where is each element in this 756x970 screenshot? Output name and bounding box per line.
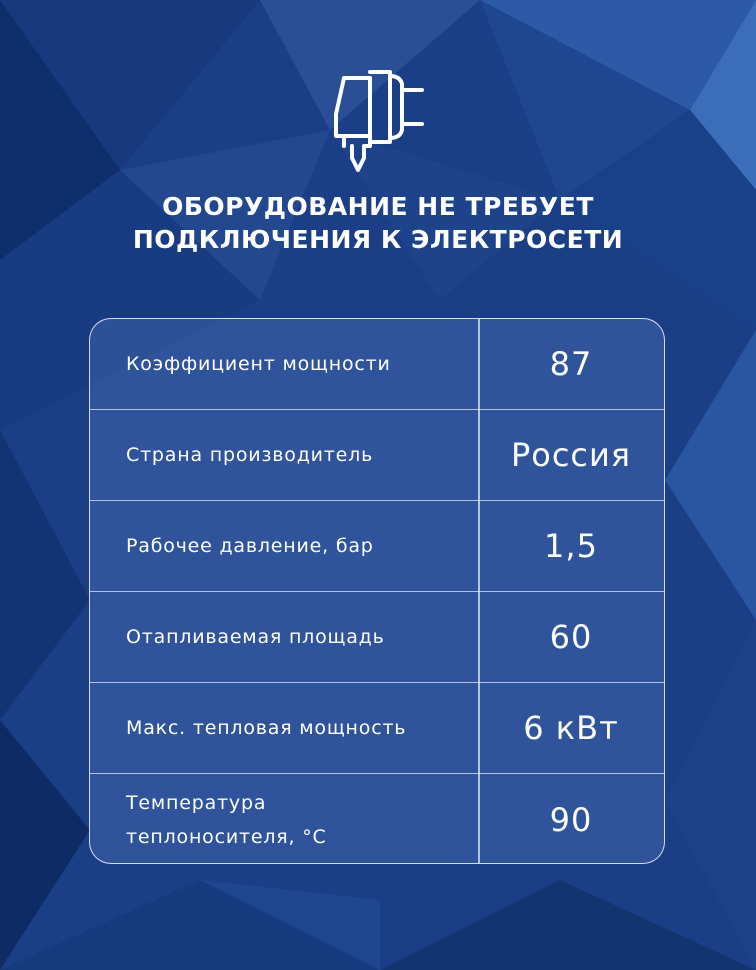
spec-value: 87 — [549, 345, 593, 383]
spec-row — [90, 410, 664, 501]
spec-label: Страна производитель — [126, 444, 374, 466]
spec-row — [90, 592, 664, 683]
spec-label: Макс. тепловая мощность — [126, 717, 407, 739]
spec-value: 6 кВт — [523, 709, 619, 747]
spec-row — [90, 774, 664, 864]
spec-table — [89, 318, 665, 864]
spec-value: 60 — [549, 618, 593, 656]
power-plug-icon — [330, 62, 426, 182]
headline-line-1: ОБОРУДОВАНИЕ НЕ ТРЕБУЕТ — [162, 192, 594, 221]
spec-label: Отапливаемая площадь — [126, 626, 385, 648]
spec-row — [90, 319, 664, 410]
spec-row — [90, 683, 664, 774]
spec-label: Коэффициент мощности — [126, 353, 391, 375]
spec-label: Рабочее давление, бар — [126, 535, 374, 557]
spec-label: Температура теплоносителя, °С — [126, 791, 327, 848]
spec-value: 90 — [549, 800, 593, 839]
headline — [0, 190, 756, 256]
spec-value: Россия — [510, 436, 632, 474]
spec-value: 1,5 — [544, 527, 598, 565]
headline-line-2: ПОДКЛЮЧЕНИЯ К ЭЛЕКТРОСЕТИ — [132, 225, 624, 254]
spec-row — [90, 501, 664, 592]
